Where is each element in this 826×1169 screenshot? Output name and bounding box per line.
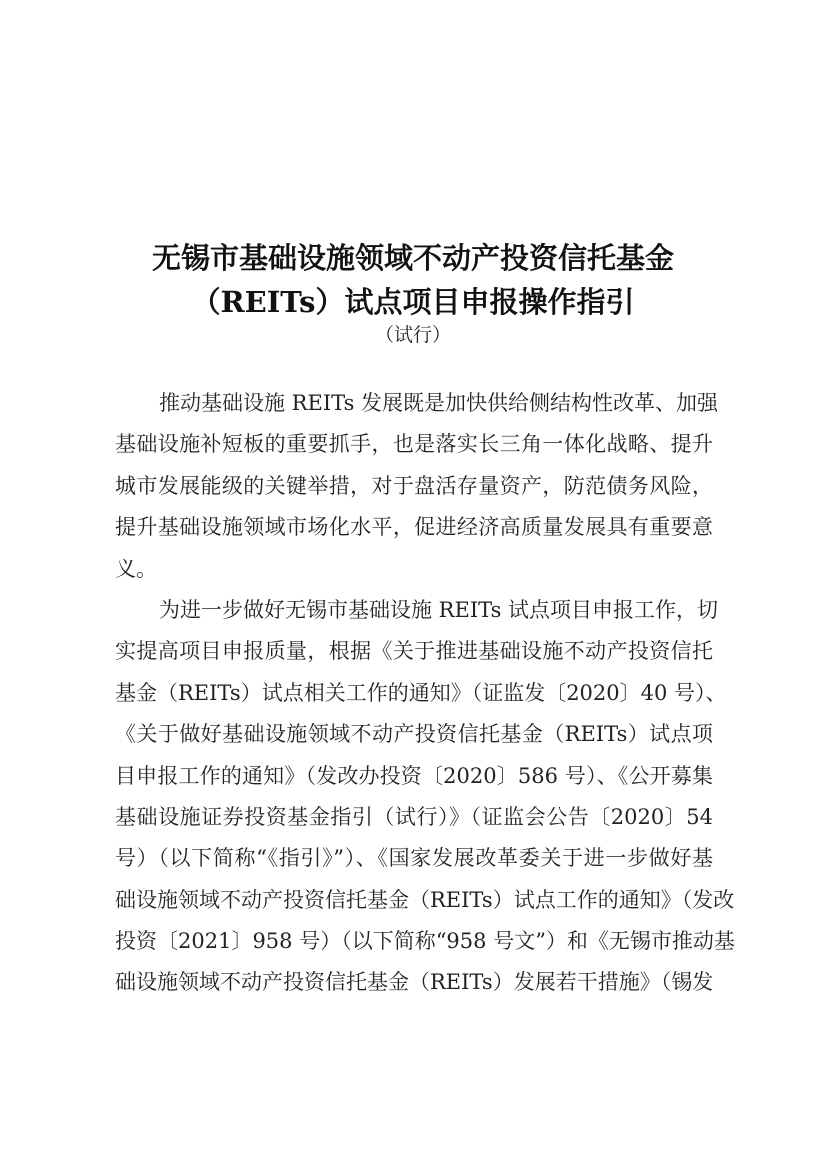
text-line: 实提高项目申报质量，根据《关于推进基础设施不动产投资信托: [115, 639, 713, 664]
paragraph-1: [115, 383, 719, 590]
text-line: 目申报工作的通知》（发改办投资〔2020〕586 号）、《公开募集: [115, 763, 713, 788]
text-line: 础设施领域不动产投资信托基金（REITs）发展若干措施》（锡发: [115, 970, 714, 995]
text-line: 投资〔2021〕958 号）（以下简称“958 号文”）和《无锡市推动基: [115, 929, 735, 954]
text-line: 义。: [115, 556, 157, 581]
text-line: 提升基础设施领域市场化水平，促进经济高质量发展具有重要意: [115, 515, 713, 540]
text-line: 城市发展能级的关键举措，对于盘活存量资产，防范债务风险，: [115, 473, 713, 498]
text-line: 号）（以下简称“《指引》”）、《国家发展改革委关于进一步做好基: [115, 846, 713, 871]
text-line: 础设施领域不动产投资信托基金（REITs）试点工作的通知》（发改: [115, 887, 735, 912]
document-title-line-1: 无锡市基础设施领域不动产投资信托基金: [151, 241, 674, 275]
text-line: 推动基础设施 REITs 发展既是加快供给侧结构性改革、加强: [159, 391, 719, 415]
text-line: 基础设施补短板的重要抓手，也是落实长三角一体化战略、提升: [115, 432, 713, 457]
text-line: 基金（REITs）试点相关工作的通知》（证监发〔2020〕40 号）、: [115, 680, 727, 705]
document-body: [115, 383, 735, 1004]
document-title-line-2: （REITs）试点项目申报操作指引: [191, 285, 635, 319]
text-line: 《关于做好基础设施领域不动产投资信托基金（REITs）试点项: [115, 722, 713, 747]
document-subtitle: （试行）: [374, 324, 451, 346]
text-line: 为进一步做好无锡市基础设施 REITs 试点项目申报工作，切: [159, 597, 719, 622]
text-line: 基础设施证券投资基金指引（试行）》（证监会公告〔2020〕54: [115, 804, 713, 829]
paragraph-2: [115, 590, 735, 1004]
